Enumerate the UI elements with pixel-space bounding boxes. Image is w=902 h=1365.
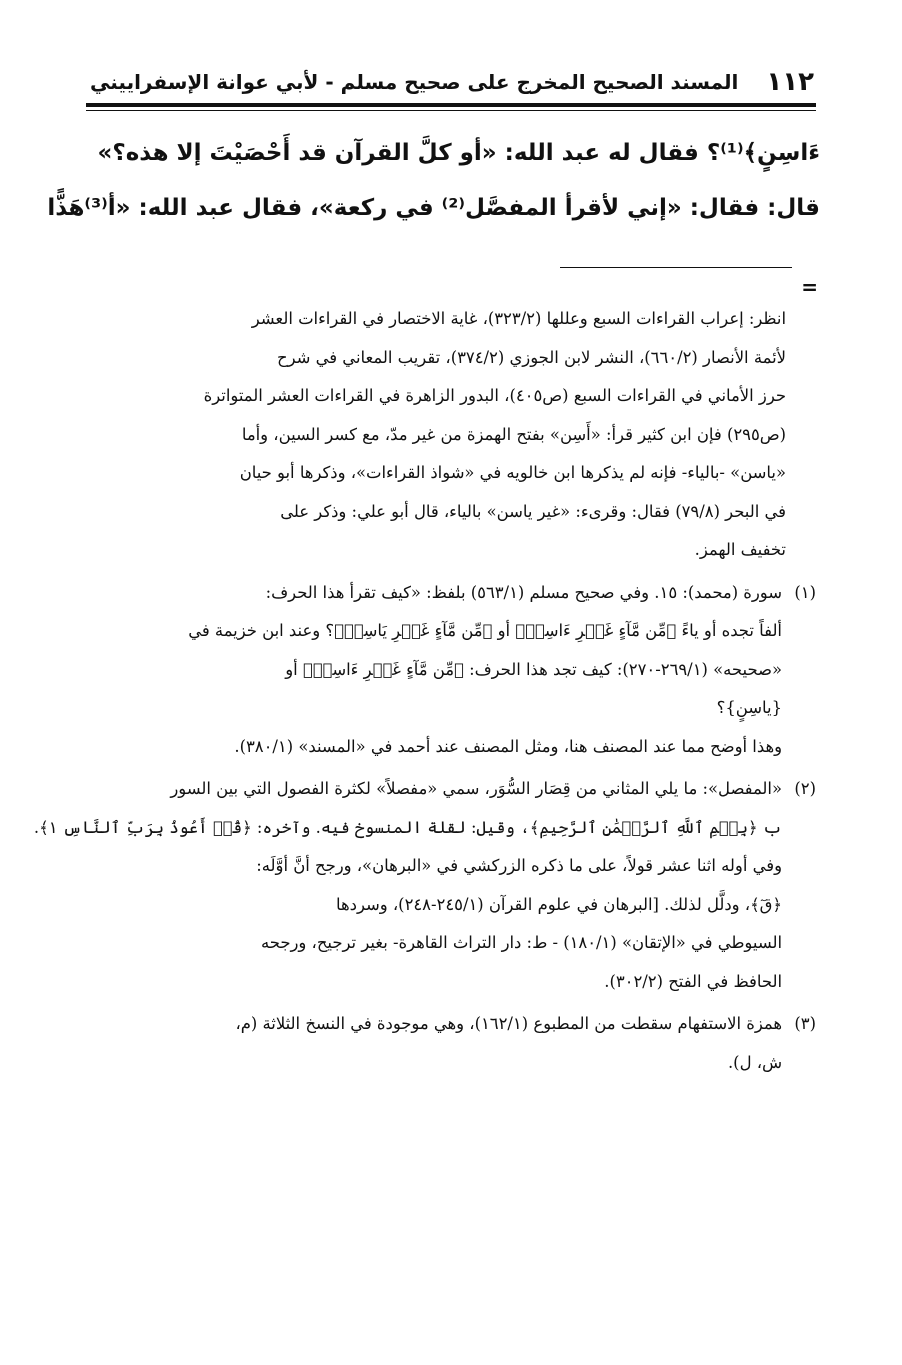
footnote-body: [74, 728, 782, 767]
main-text-line: ءَاسِنٍ﴾⁽¹⁾؟ فقال له عبد الله: «أو كلَّ القرآن قد أَحْصَيْتَ إلا هذه؟»: [97, 140, 820, 166]
running-title: المسند الصحيح المخرج على صحيح مسلم - لأبي عوانة الإسفراييني: [90, 70, 739, 94]
footnote-2: [33, 770, 816, 1001]
footnote-line: «المفصل»: ما يلي المثاني من قِصَار السُّوَر، سمي «مفصلاً» لكثرة الفصول التي بين السور: [170, 779, 782, 798]
footnote-line: «ياسن» -بالياء- فإنه لم يذكرها ابن خالويه في «شواذ القراءات»، وذكرها أبو حيان: [239, 463, 786, 482]
page-header: [90, 62, 814, 102]
footnote-line: لأئمة الأنصار (٦٦٠/٢)، النشر لابن الجوزي (٣٧٤/٢)، تقريب المعاني في شرح: [277, 347, 786, 367]
footnote-line: تخفيف الهمز.: [694, 540, 786, 559]
footnote-line: ب ﴿بِسۡمِ ٱللَّهِ ٱلرَّحۡمَٰنِ ٱلرَّحِيمِ﴾، وقيل: لقلة المنسوخ فيه. وآخره: ﴿قُلۡ أَعُوذُ بِرَبِّ ٱلنَّاسِ ١﴾.: [33, 817, 782, 837]
footnote-1: [74, 574, 816, 728]
footnote-line: الحافظ في الفتح (٣٠٢/٢).: [604, 971, 782, 991]
footnote-3: [74, 1005, 816, 1082]
page-number: ١١٢: [766, 67, 814, 97]
footnote-line: في البحر (٧٩/٨) فقال: وقرىء: «غير ياسن» بالياء، قال أبو علي: وذكر على: [280, 501, 786, 521]
footnote-continuation-mark: =: [801, 275, 818, 299]
footnote-body: [74, 1005, 782, 1082]
footnote-line: السيوطي في «الإتقان» (١٨٠/١) - ط: دار التراث القاهرة- بغير ترجيح، ورجحه: [261, 933, 782, 952]
footnote-line: {ياسِنٍ}؟: [716, 698, 782, 717]
footnote-separator: [560, 267, 792, 268]
header-rule-thick: [86, 103, 816, 107]
footnote-body: [74, 574, 782, 728]
header-rule-thin: [86, 110, 816, 111]
footnote-line: همزة الاستفهام سقطت من المطبوع (١٦٢/١)، وهي موجودة في النسخ الثلاثة (م،: [235, 1014, 782, 1033]
main-text: [47, 126, 820, 236]
footnote-line: وفي أوله اثنا عشر قولاً، على ما ذكره الزركشي في «البرهان»، ورجح أنَّ أوَّلَه:: [256, 856, 782, 875]
main-text-line: قال: فقال: «إني لأقرأ المفصَّل⁽²⁾ في ركعة»، فقال عبد الله: «أ⁽³⁾هَذًّا: [47, 195, 820, 221]
footnotes: [33, 300, 816, 1082]
footnote-line: وهذا أوضح مما عند المصنف هنا، ومثل المصنف عند أحمد في «المسند» (٣٨٠/١).: [234, 736, 782, 756]
footnote-line: «صحيحه» (٢٦٩/١-٢٧٠): كيف تجد هذا الحرف: ﴿مِّن مَّآءٍ غَيۡرِ ءَاسِنٖ﴾ أو: [285, 659, 782, 679]
footnote-line: (ص٢٩٥) فإن ابن كثير قرأ: «أَسِن» بفتح الهمزة من غير مدّ، مع كسر السين، وأما: [241, 424, 786, 444]
footnote-line: سورة (محمد): ١٥. وفي صحيح مسلم (٥٦٣/١) بلفظ: «كيف تقرأ هذا الحرف:: [265, 582, 782, 602]
footnote-line: ألفاً تجده أو ياءً ﴿مِّن مَّآءٍ غَيۡرِ ءَاسِنٖ﴾ أو ﴿مِّن مَّآءٍ غَيۡرِ يَاسِنٖ﴾؟ وعند ابن خزيمة في: [188, 621, 782, 640]
footnote-line: انظر: إعراب القراءات السبع وعللها (٣٢٣/٢)، غاية الاختصار في القراءات العشر: [251, 309, 786, 328]
footnote-1-remark: [74, 728, 816, 767]
footnote-number: (٢): [794, 779, 816, 798]
footnote-line: حرز الأماني في القراءات السبع (ص٤٠٥)، البدور الزاهرة في القراءات العشر المتواترة: [203, 386, 786, 405]
footnote-body: [34, 770, 782, 1001]
footnote-line: ش، ل).: [727, 1052, 782, 1072]
footnote-line: ﴿قٓ﴾، ودلَّل لذلك. [البرهان في علوم القرآن (٢٤٥/١-٢٤٨)، وسردها: [336, 894, 782, 914]
footnote-continuation: [74, 300, 816, 570]
footnote-number: (٣): [794, 1014, 816, 1033]
footnote-number: (١): [794, 582, 816, 602]
